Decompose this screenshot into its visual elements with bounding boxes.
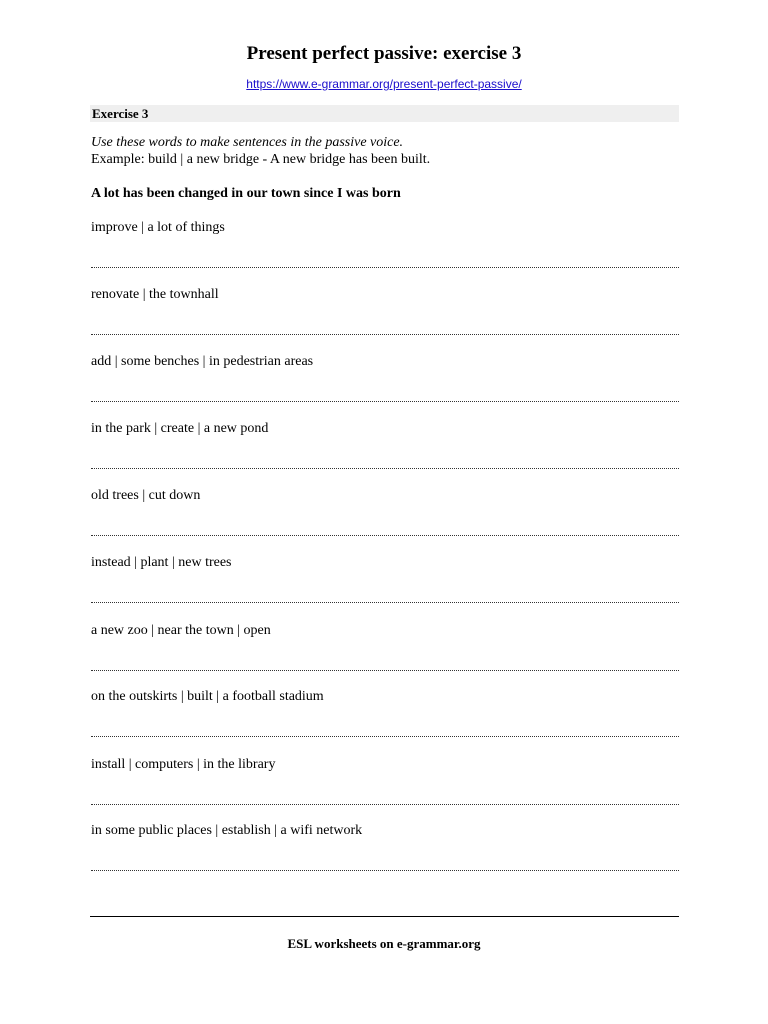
exercise-label: Exercise 3 (92, 106, 149, 121)
item-prompt: install | computers | in the library (91, 757, 276, 772)
instruction-text: Use these words to make sentences in the passive voice. (91, 135, 404, 150)
exercise-item-7 (91, 622, 679, 671)
item-prompt: a new zoo | near the town | open (91, 623, 271, 638)
exercise-item-9 (91, 756, 679, 805)
exercise-item-2 (91, 286, 679, 335)
exercise-header-band (90, 105, 679, 122)
item-prompt: old trees | cut down (91, 488, 201, 503)
exercise-item-8 (91, 688, 679, 737)
answer-line[interactable] (91, 321, 679, 335)
item-prompt: add | some benches | in pedestrian areas (91, 354, 314, 369)
answer-line[interactable] (91, 791, 679, 805)
item-prompt: in the park | create | a new pond (91, 421, 269, 436)
exercise-heading: A lot has been changed in our town since I was born (91, 186, 401, 201)
example-text: Example: build | a new bridge - A new bridge has been built. (91, 152, 431, 167)
item-prompt: renovate | the townhall (91, 287, 219, 302)
exercise-item-10 (91, 822, 679, 871)
answer-line[interactable] (91, 723, 679, 737)
answer-line[interactable] (91, 522, 679, 536)
answer-line[interactable] (91, 455, 679, 469)
exercise-item-5 (91, 487, 679, 536)
item-prompt: in some public places | establish | a wifi network (91, 823, 363, 838)
footer-divider (90, 916, 679, 917)
page-title: Present perfect passive: exercise 3 (246, 43, 522, 64)
exercise-item-1 (91, 219, 679, 268)
item-prompt: on the outskirts | built | a football stadium (91, 689, 324, 704)
answer-line[interactable] (91, 388, 679, 402)
item-prompt: improve | a lot of things (91, 220, 225, 235)
footer-text: ESL worksheets on e-grammar.org (287, 936, 481, 951)
answer-line[interactable] (91, 254, 679, 268)
exercise-item-4 (91, 420, 679, 469)
answer-line[interactable] (91, 589, 679, 603)
source-link[interactable]: https://www.e-grammar.org/present-perfect-passive/ (246, 77, 522, 91)
answer-line[interactable] (91, 857, 679, 871)
exercise-item-3 (91, 353, 679, 402)
answer-line[interactable] (91, 657, 679, 671)
exercise-item-6 (91, 554, 679, 603)
item-prompt: instead | plant | new trees (91, 555, 232, 570)
